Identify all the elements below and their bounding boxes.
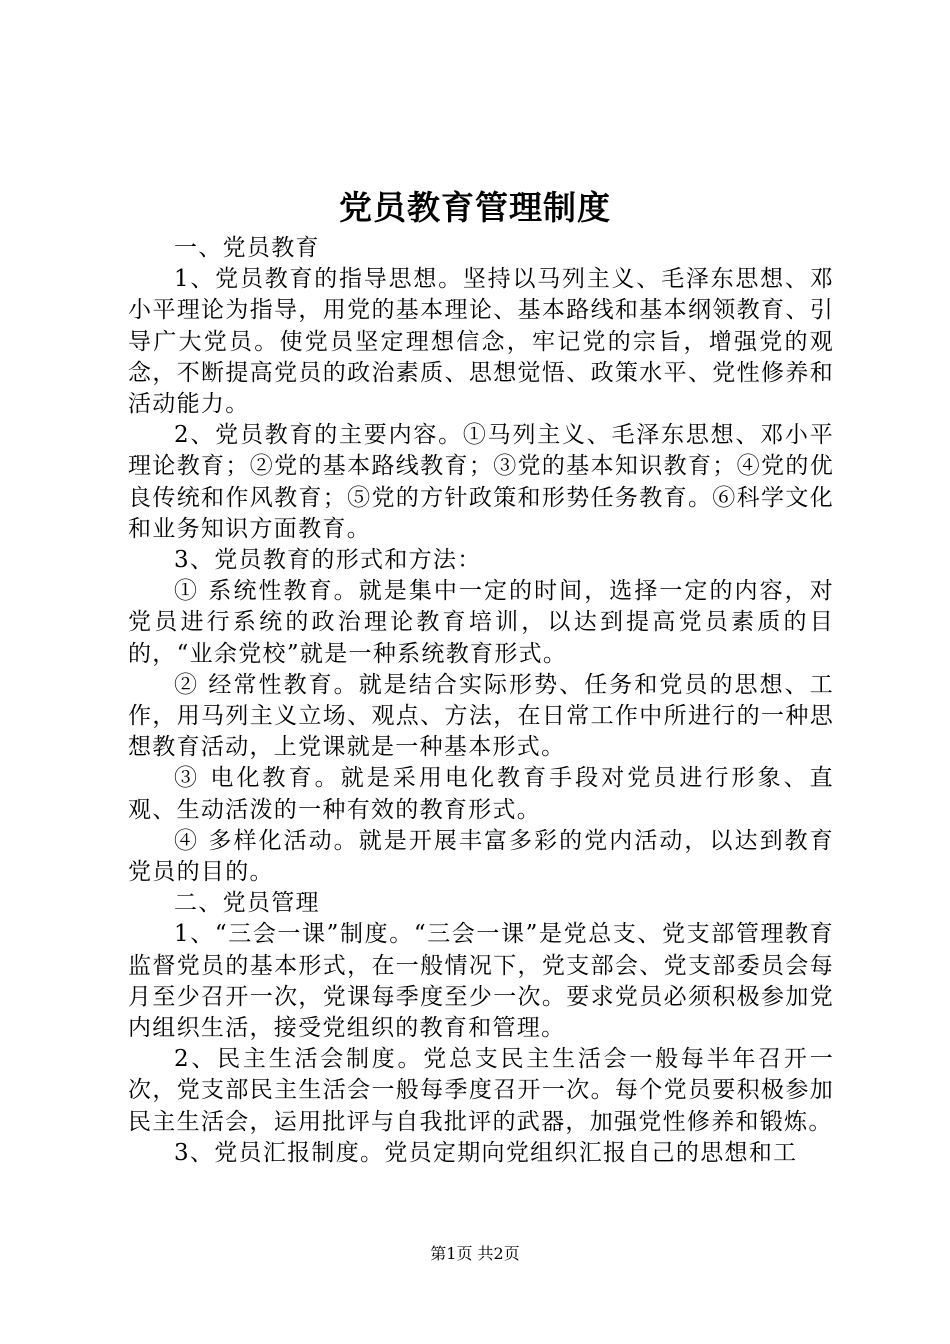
document-title: 党员教育管理制度 — [339, 188, 611, 227]
paragraph-diverse-activities: ④ 多样化活动。就是开展丰富多彩的党内活动，以达到教育党员的目的。 — [128, 827, 834, 886]
paragraph-democratic-life: 2、民主生活会制度。党总支民主生活会一般每半年召开一次，党支部民主生活会一般每季度召开一次。每个党员要积极参加民主生活会，运用批评与自我批评的武器，加强党性修养和锻炼。 — [128, 1046, 834, 1135]
paragraph-systematic-education: ① 系统性教育。就是集中一定的时间，选择一定的内容，对党员进行系统的政治理论教育培训，以达到提高党员素质的目的，“业余党校”就是一种系统教育形式。 — [128, 578, 834, 667]
paragraph-guiding-thought: 1、党员教育的指导思想。坚持以马列主义、毛泽东思想、邓小平理论为指导，用党的基本理论、基本路线和基本纲领教育、引导广大党员。使党员坚定理想信念，牢记党的宗旨，增强党的观念，不断提高党员的政治素质、思想觉悟、政策水平、党性修养和活动能力。 — [128, 266, 834, 418]
document-body — [128, 233, 834, 1169]
paragraph-regular-education: ② 经常性教育。就是结合实际形势、任务和党员的思想、工作，用马列主义立场、观点、方法，在日常工作中所进行的一种思想教育活动，上党课就是一种基本形式。 — [128, 671, 834, 761]
page-footer: 第1页 共2页 — [430, 1244, 520, 1263]
section-heading-management: 二、党员管理 — [174, 890, 320, 917]
section-heading-education: 一、党员教育 — [174, 235, 320, 261]
paragraph-reporting-system: 3、党员汇报制度。党员定期向党组织汇报自己的思想和工 — [174, 1139, 798, 1166]
paragraph-main-content: 2、党员教育的主要内容。①马列主义、毛泽东思想、邓小平理论教育；②党的基本路线教育；③党的基本知识教育；④党的优良传统和作风教育；⑤党的方针政策和形势任务教育。⑥科学文化和业务知识方面教育。 — [128, 422, 834, 542]
paragraph-forms-methods: 3、党员教育的形式和方法： — [174, 547, 482, 574]
paragraph-three-meetings: 1、“三会一课”制度。“三会一课”是党总支、党支部管理教育监督党员的基本形式，在一般情况下，党支部会、党支部委员会每月至少召开一次，党课每季度至少一次。要求党员必须积极参加党内组织生活，接受党组织的教育和管理。 — [128, 921, 834, 1042]
paragraph-electronic-education: ③ 电化教育。就是采用电化教育手段对党员进行形象、直观、生动活泼的一种有效的教育形式。 — [128, 765, 834, 823]
